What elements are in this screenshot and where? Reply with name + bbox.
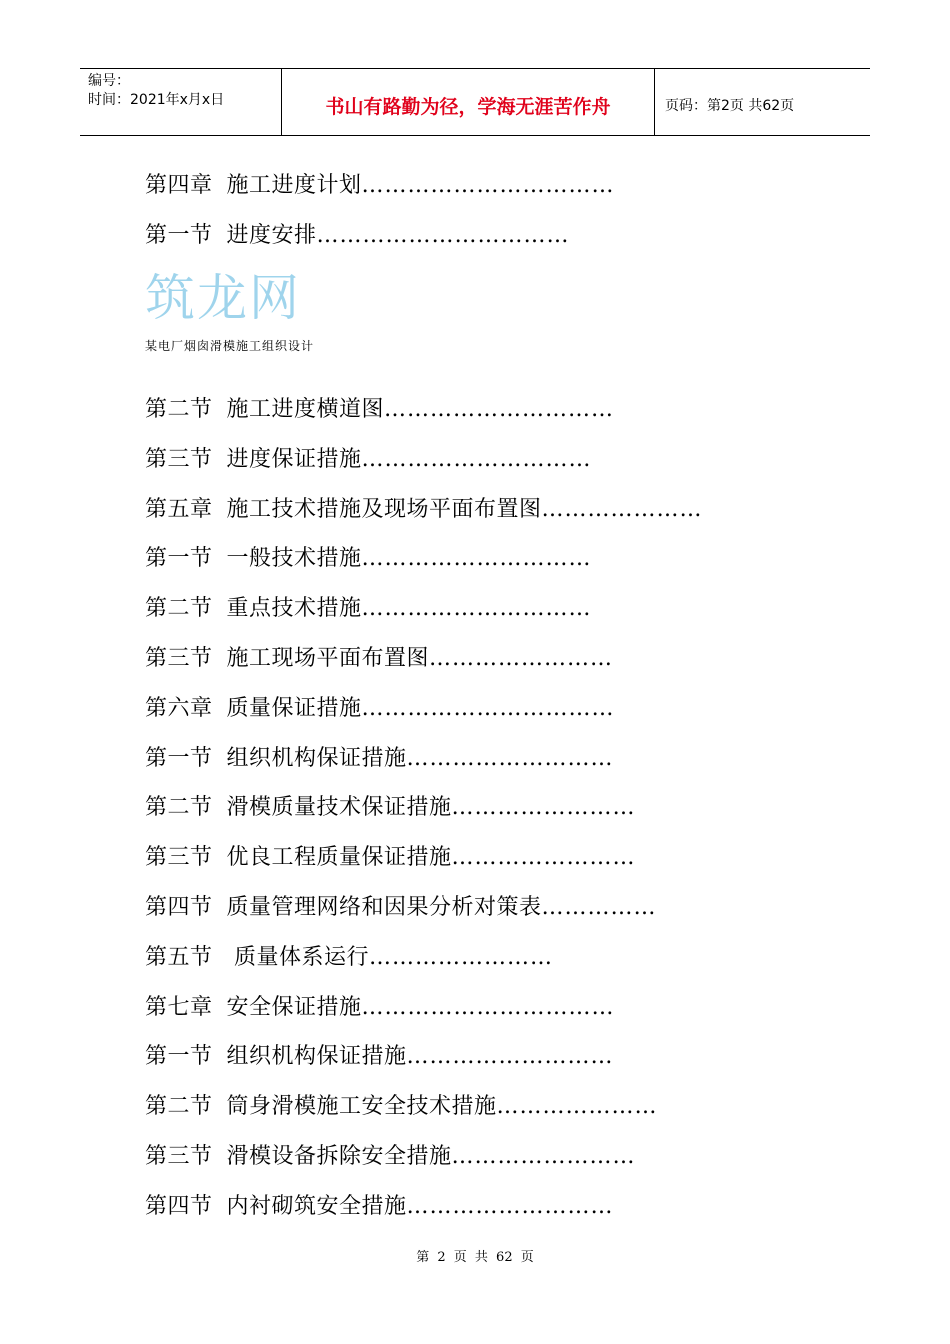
watermark-logo: 筑龙网 [145,269,301,327]
toc-entry-title: 安全保证措施 [226,994,362,1020]
toc-entry-leader: …………………… [451,845,636,871]
toc-entry [145,890,657,921]
toc-entry [145,691,615,722]
toc-entry-leader: ………………………… [384,397,615,422]
toc-entry-number: 第四章 [145,173,213,198]
toc-entry-number: 第三节 [145,845,213,871]
toc-entry [145,641,613,672]
toc-entry-leader: ……………………… [406,745,614,771]
toc-entry [145,940,553,971]
toc-entry [145,541,592,572]
toc-entry-number: 第六章 [145,695,213,721]
toc-entry-leader: ………………………… [361,446,592,472]
toc-entry-number: 第七章 [145,994,213,1020]
toc-entry-title: 施工进度计划 [226,173,362,198]
toc-entry-title: 优良工程质量保证措施 [226,845,452,871]
toc-entry-leader: …………………………… [316,223,570,248]
toc-entry-title: 质量管理网络和因果分析对策表 [226,895,542,920]
header-page-code: 页码：第2页 共62页 [665,98,795,114]
toc-entry-title: 施工进度横道图 [226,397,385,422]
header-motto: 书山有路勤为径，学海无涯苦作舟 [282,69,655,135]
toc-entry-title: 施工现场平面布置图 [226,646,430,671]
toc-entry-leader: ………………… [541,496,703,522]
toc-entry-number: 第五节 [145,944,213,970]
toc-entry-leader: …………………… [429,646,614,671]
toc-entry-title: 进度安排 [226,223,317,248]
toc-entry [145,1089,658,1120]
toc-entry-number: 第一节 [145,1044,213,1070]
toc-entry-number: 第一节 [145,546,213,572]
toc-entry [145,442,592,473]
toc-entry-title: 滑模设备拆除安全措施 [226,1144,452,1169]
toc-entry-title: 重点技术措施 [226,596,362,622]
toc-entry-number: 第五章 [145,496,213,522]
toc-entry-number: 第三节 [145,1144,213,1169]
toc-entry [145,168,615,199]
toc-entry-number: 第一节 [145,223,213,248]
toc-entry-number: 第二节 [145,1094,213,1120]
page-header [80,68,870,136]
toc-entry [145,218,570,249]
toc-entry-title: 进度保证措施 [226,446,362,472]
toc-entry-leader: ……………………… [406,1044,614,1070]
toc-entry [145,741,614,772]
toc-entry-title: 滑模质量技术保证措施 [226,795,452,821]
toc-entry [145,591,592,622]
toc-entry [145,492,703,523]
toc-entry [145,990,615,1021]
toc-entry-title: 质量体系运行 [226,944,370,970]
toc-entry-leader: ………………………… [361,546,592,572]
toc-entry-leader: …………… [541,895,657,920]
document-number-label: 编号： [88,73,130,89]
toc-entry-leader: …………………… [451,1144,636,1169]
toc-entry [145,1039,614,1070]
toc-entry-leader: …………………………… [361,173,615,198]
toc-entry-title: 组织机构保证措施 [226,1044,407,1070]
toc-entry-number: 第四节 [145,1193,213,1219]
page-footer: 第 2 页 共 62 页 [416,1250,534,1265]
toc-entry-leader: …………………………… [361,695,615,721]
toc-entry [145,392,614,423]
toc-entry-leader: …………………… [369,944,554,970]
toc-entry-title: 质量保证措施 [226,695,362,721]
header-meta [80,69,282,135]
toc-entry [145,790,636,821]
toc-entry-number: 第三节 [145,446,213,472]
toc-entry-leader: …………………………… [361,994,615,1020]
toc-entry-number: 第四节 [145,895,213,920]
toc-entry-number: 第三节 [145,646,213,671]
toc-entry-title: 一般技术措施 [226,546,362,572]
toc-entry [145,1189,614,1220]
toc-entry [145,840,636,871]
toc-entry-leader: ………………………… [361,596,592,622]
toc-entry-number: 第二节 [145,596,213,622]
toc-entry-title: 内衬砌筑安全措施 [226,1193,407,1219]
document-subtitle: 某电厂烟囱滑模施工组织设计 [145,339,315,353]
toc-entry-leader: ……………………… [406,1193,614,1219]
toc-entry-number: 第一节 [145,745,213,771]
toc-entry-title: 筒身滑模施工安全技术措施 [226,1094,497,1120]
document-time-label: 时间：2021年x月x日 [88,92,225,108]
toc-entry-title: 施工技术措施及现场平面布置图 [226,496,542,522]
toc-entry-leader: …………………… [451,795,636,821]
toc-entry [145,1139,636,1170]
toc-entry-number: 第二节 [145,397,213,422]
toc-entry-number: 第二节 [145,795,213,821]
toc-entry-title: 组织机构保证措施 [226,745,407,771]
toc-entry-leader: ………………… [496,1094,658,1120]
